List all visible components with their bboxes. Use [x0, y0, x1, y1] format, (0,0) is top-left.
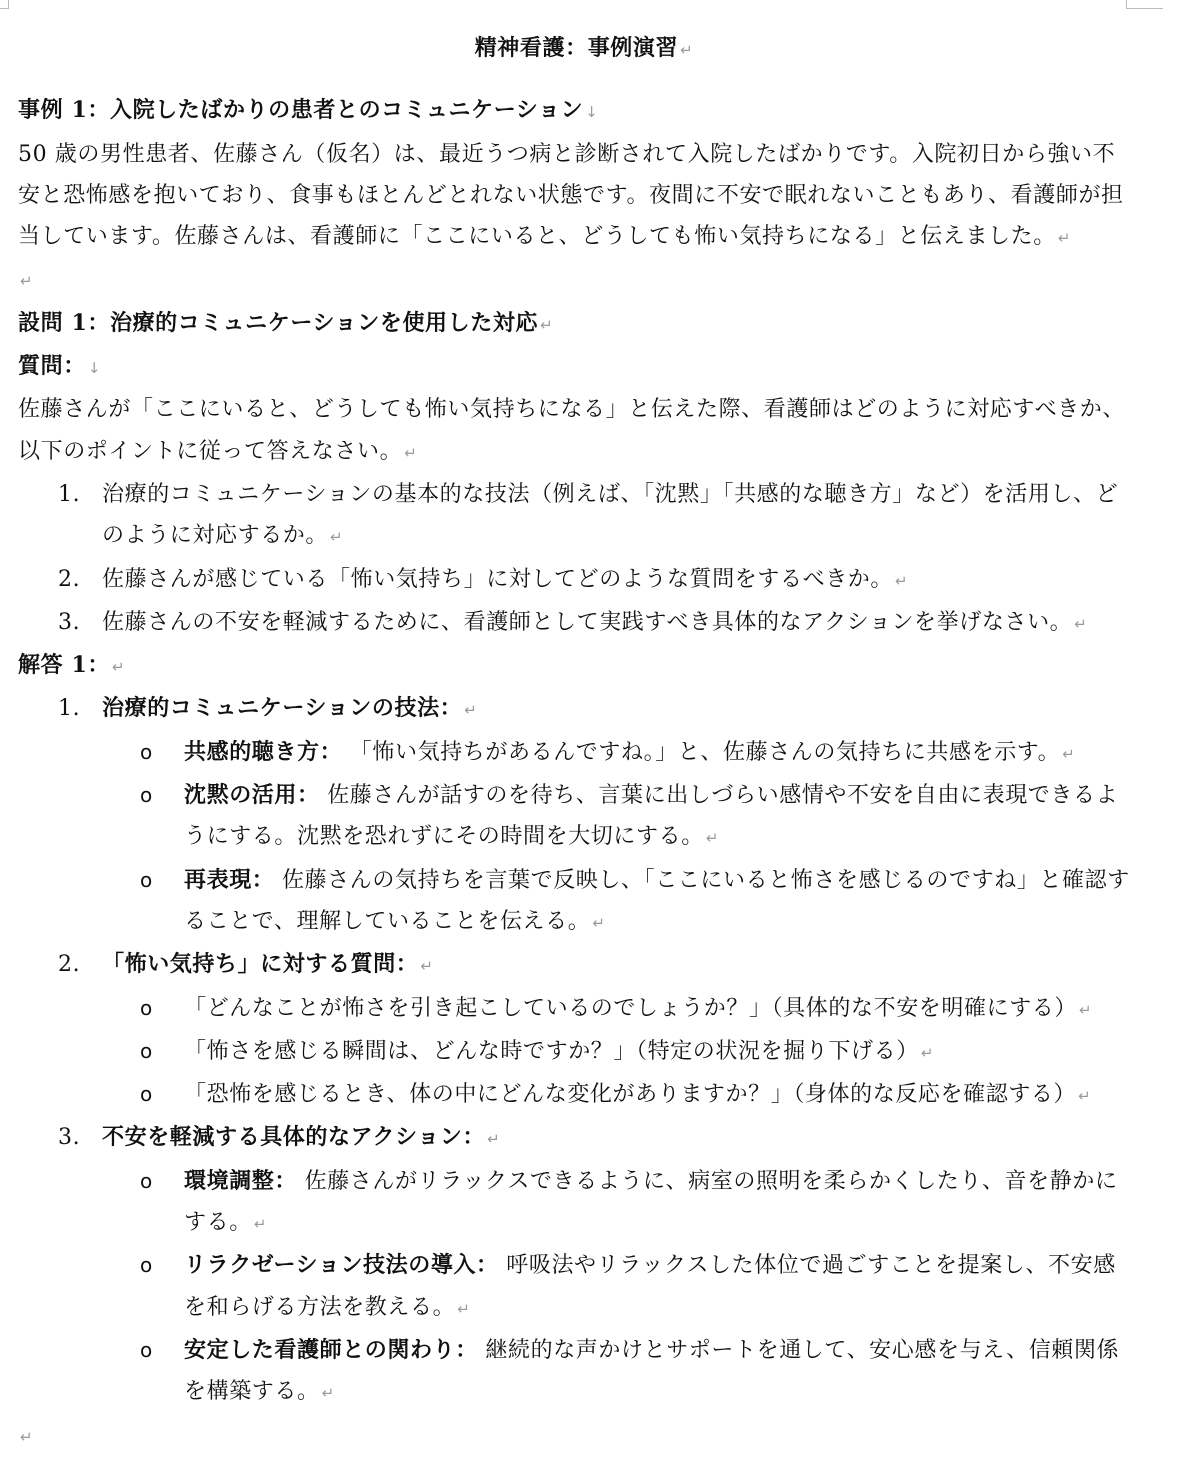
- case-heading: 事例 1：入院したばかりの患者とのコミュニケーション ↓: [18, 97, 599, 124]
- item-text: 呼吸法やリラックスした体位で過ごすことを提案し、不安感を和らげる方法を教える。: [184, 1253, 1116, 1320]
- bullet-icon: o: [140, 867, 153, 892]
- paragraph-mark: ↵: [253, 1215, 267, 1234]
- paragraph-mark: ↵: [705, 829, 719, 848]
- sublist-item: [140, 1031, 1130, 1074]
- question-heading: 設問 1：治療的コミュニケーションを使用した対応 ↵: [18, 309, 554, 336]
- item-label: リラクゼーション技法の導入：: [184, 1252, 499, 1279]
- answer-subheading: 不安を軽減する具体的なアクション：: [102, 1124, 486, 1151]
- paragraph-mark: ↵: [321, 1384, 335, 1403]
- paragraph-mark: ↵: [540, 315, 554, 334]
- list-item: [58, 944, 1130, 1117]
- empty-paragraph: [18, 1415, 1130, 1458]
- item-label: 再表現：: [184, 866, 275, 893]
- list-item: [58, 688, 1130, 944]
- paragraph-mark: ↵: [457, 1299, 471, 1318]
- item-text: 「怖い気持ちがあるんですね。」と、佐藤さんの気持ちに共感を示す。: [349, 739, 1061, 765]
- sublist-item: [140, 860, 1130, 945]
- list-number: 2.: [58, 952, 81, 978]
- case-paragraph: 50 歳の男性患者、佐藤さん（仮名）は、最近うつ病と診断されて入院したばかりです。入院初日から強い不安と恐怖感を抱いており、食事もほとんどとれない状態です。夜間に不安で眠れないこともあり、看護師が担当しています。佐藤さんは、看護師に「ここにいると、どうしても怖い気持ちになる」と伝えました。 ↵: [18, 141, 1124, 250]
- question-paragraph: 佐藤さんが「ここにいると、どうしても怖い気持ちになる」と伝えた際、看護師はどのように対応すべきか、以下のポイントに従って答えなさい。 ↵: [18, 397, 1125, 464]
- list-item: [58, 559, 1130, 602]
- document-title: 精神看護：事例演習 ↵: [474, 35, 694, 61]
- answer-subheading: 「怖い気持ち」に対する質問：: [102, 951, 419, 978]
- bullet-icon: o: [140, 783, 153, 808]
- paragraph-mark: ↵: [895, 571, 909, 590]
- list-item: [58, 474, 1130, 559]
- answer-list: [18, 688, 1130, 1414]
- item-label: 沈黙の活用：: [184, 782, 320, 809]
- item-label: 共感的聴き方：: [184, 738, 343, 765]
- paragraph-mark: ↵: [464, 701, 478, 720]
- paragraph-mark: ↵: [487, 1130, 501, 1149]
- line-break-mark: ↓: [585, 103, 599, 122]
- item-text: 佐藤さんが話すのを待ち、言葉に出しづらい感情や不安を自由に表現できるようにする。沈黙を恐れずにその時間を大切にする。: [184, 783, 1119, 850]
- item-label: 安定した看護師との関わり：: [184, 1336, 478, 1363]
- sublist-item: [140, 1330, 1130, 1415]
- list-item: [58, 602, 1130, 645]
- item-text: 佐藤さんの気持ちを言葉で反映し、「ここにいると怖さを感じるのですね」と確認することで、理解していることを伝える。: [184, 867, 1130, 934]
- item-text: 継続的な声かけとサポートを通して、安心感を与え、信頼関係を構築する。: [184, 1337, 1120, 1405]
- bullet-icon: o: [140, 1082, 153, 1107]
- question-list: [18, 474, 1130, 645]
- item-label: 環境調整：: [184, 1167, 298, 1194]
- paragraph-mark: ↵: [920, 1043, 934, 1062]
- paragraph-mark: ↵: [680, 41, 694, 59]
- margin-corner-mark: [1126, 0, 1163, 9]
- bullet-icon: o: [140, 1038, 153, 1063]
- paragraph-mark: ↵: [420, 957, 434, 976]
- item-text: 「怖さを感じる瞬間は、どんな時ですか？」（特定の状況を掘り下げる）: [184, 1038, 919, 1064]
- list-item-text: 佐藤さんが感じている「怖い気持ち」に対してどのような質問をするべきか。: [102, 566, 894, 592]
- list-item-text: 佐藤さんの不安を軽減するために、看護師として実践すべき具体的なアクションを挙げなさい。: [102, 609, 1073, 635]
- answer-sublist: [102, 732, 1130, 944]
- bullet-icon: o: [140, 1337, 153, 1362]
- answer-heading: 解答 1： ↵: [18, 652, 126, 679]
- paragraph-mark: ↵: [592, 913, 606, 932]
- sublist-item: [140, 1245, 1130, 1330]
- paragraph-mark: ↵: [330, 528, 344, 547]
- bullet-icon: o: [140, 1168, 153, 1193]
- item-text: 「どんなことが怖さを引き起こしているのでしょうか？」（具体的な不安を明確にする）: [184, 995, 1078, 1021]
- item-text: 「恐怖を感じるとき、体の中にどんな変化がありますか？」（身体的な反応を確認する）: [184, 1082, 1077, 1108]
- answer-sublist: [102, 1161, 1130, 1415]
- list-number: 1.: [58, 481, 81, 507]
- list-number: 1.: [58, 696, 81, 722]
- paragraph-mark: ↵: [1079, 1000, 1093, 1019]
- answer-sublist: [102, 988, 1130, 1118]
- paragraph-mark: ↵: [404, 443, 418, 462]
- list-number: 3.: [58, 609, 81, 635]
- margin-corner-mark: [0, 0, 9, 9]
- list-item: [58, 1117, 1130, 1414]
- sublist-item: [140, 988, 1130, 1031]
- empty-paragraph: [18, 259, 1130, 302]
- paragraph-mark: ↵: [1078, 1087, 1092, 1106]
- sublist-item: [140, 1074, 1130, 1117]
- paragraph-mark: ↵: [1062, 744, 1076, 763]
- line-break-mark: ↓: [87, 359, 101, 378]
- paragraph-mark: ↵: [1057, 229, 1072, 248]
- item-text: 佐藤さんがリラックスできるように、病室の照明を柔らかくしたり、音を静かにする。: [184, 1168, 1118, 1236]
- paragraph-mark: ↵: [111, 658, 126, 677]
- paragraph-mark: ↵: [20, 1427, 34, 1446]
- sublist-item: [140, 775, 1130, 860]
- paragraph-mark: ↵: [20, 272, 34, 291]
- bullet-icon: o: [140, 995, 153, 1020]
- paragraph-mark: ↵: [1074, 614, 1088, 633]
- question-label: 質問： ↓: [18, 353, 101, 380]
- bullet-icon: o: [140, 739, 153, 764]
- answer-subheading: 治療的コミュニケーションの技法：: [102, 695, 463, 722]
- sublist-item: [140, 1161, 1130, 1246]
- list-item-text: 治療的コミュニケーションの基本的な技法（例えば、「沈黙」「共感的な聴き方」など）を活用し、どのように対応するか。: [102, 481, 1119, 549]
- list-number: 3.: [58, 1125, 81, 1151]
- bullet-icon: o: [140, 1253, 153, 1278]
- list-number: 2.: [58, 566, 81, 592]
- document-body[interactable]: [18, 28, 1130, 1458]
- sublist-item: [140, 732, 1130, 775]
